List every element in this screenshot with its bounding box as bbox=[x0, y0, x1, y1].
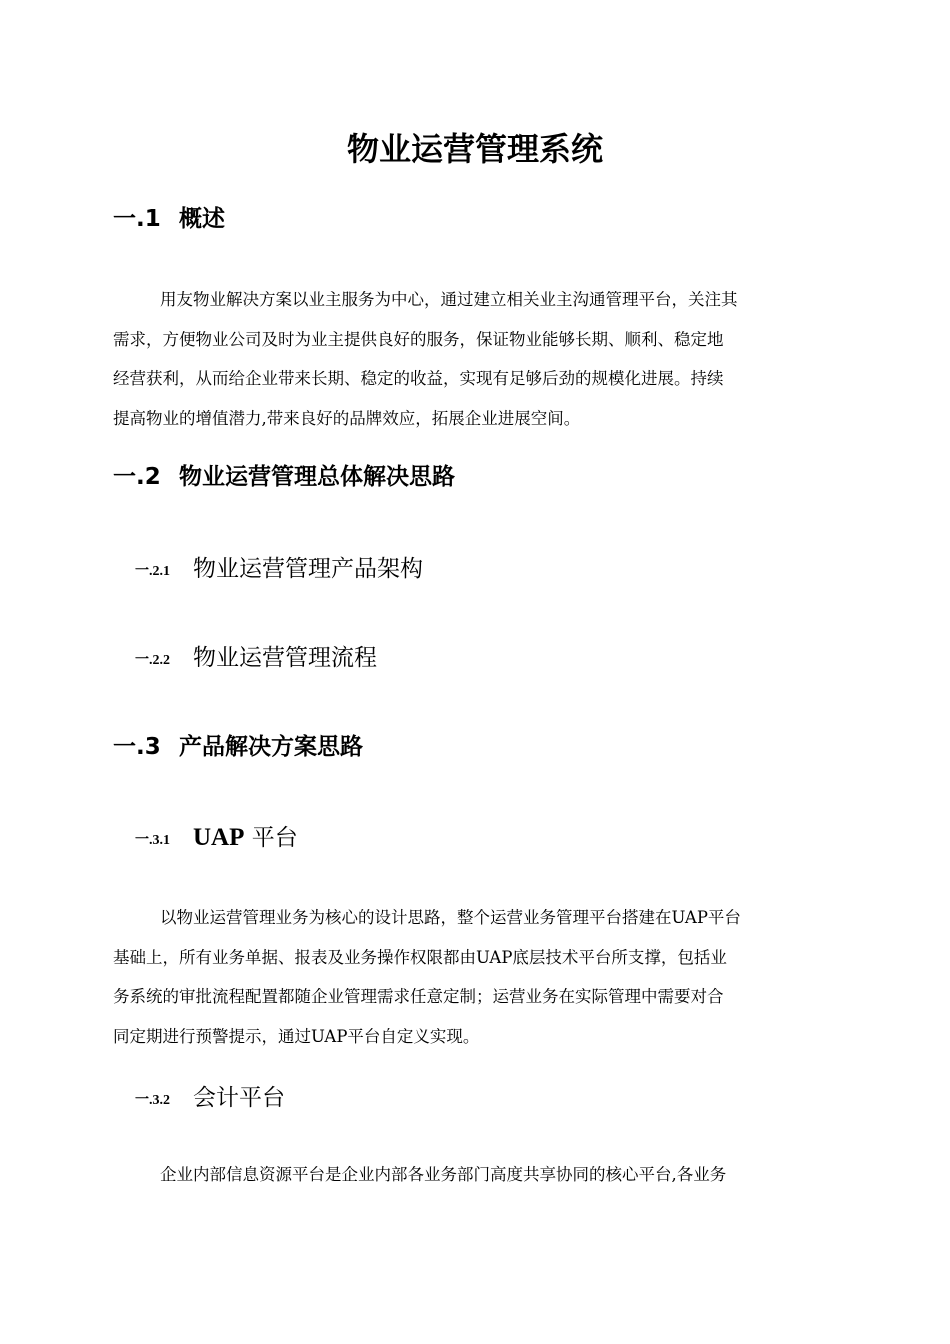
subheading-text: 物业运营管理流程 bbox=[193, 645, 377, 671]
heading-overview bbox=[113, 203, 225, 235]
paragraph-line: 需求，方便物业公司及时为业主提供良好的服务，保证物业能够长期、顺利、稳定地 bbox=[113, 329, 724, 349]
paragraph-line: 经营获利，从而给企业带来长期、稳定的收益，实现有足够后劲的规模化进展。持续 bbox=[113, 369, 724, 388]
subheading-text-latin: UAP bbox=[193, 824, 245, 851]
heading-number: 一.3 bbox=[113, 734, 161, 760]
subheading-number: 一.3.1 bbox=[135, 833, 170, 848]
subheading-uap-platform bbox=[135, 822, 298, 857]
subheading-product-architecture bbox=[135, 553, 423, 588]
heading-text: 物业运营管理总体解决思路 bbox=[179, 464, 455, 490]
paragraph-line: 用友物业解决方案以业主服务为中心，通过建立相关业主沟通管理平台，关注其 bbox=[160, 290, 738, 309]
subheading-number: 一.2.1 bbox=[135, 564, 170, 579]
subheading-number: 一.2.2 bbox=[135, 653, 170, 668]
paragraph-line: 企业内部信息资源平台是企业内部各业务部门高度共享协同的核心平台,各业务 bbox=[160, 1165, 727, 1184]
heading-number: 一.2 bbox=[113, 464, 161, 490]
heading-number: 一.1 bbox=[113, 206, 161, 232]
heading-text: 概述 bbox=[179, 206, 225, 232]
subheading-process bbox=[135, 642, 377, 677]
paragraph-accounting-platform bbox=[113, 1155, 833, 1195]
heading-text: 产品解决方案思路 bbox=[179, 734, 363, 760]
paragraph-line: 以物业运营管理业务为核心的设计思路，整个运营业务管理平台搭建在UAP平台 bbox=[160, 908, 741, 927]
subheading-text: 物业运营管理产品架构 bbox=[193, 556, 423, 582]
heading-overall-approach bbox=[113, 461, 455, 493]
paragraph-overview bbox=[113, 280, 833, 438]
subheading-accounting-platform bbox=[135, 1082, 285, 1117]
heading-solution-approach bbox=[113, 731, 363, 763]
paragraph-line: 基础上，所有业务单据、报表及业务操作权限都由UAP底层技术平台所支撑，包括业 bbox=[113, 947, 727, 967]
subheading-text: 会计平台 bbox=[193, 1085, 285, 1111]
subheading-text: 平台 bbox=[251, 825, 298, 851]
document-title: 物业运营管理系统 bbox=[346, 130, 603, 168]
paragraph-line: 提高物业的增值潜力,带来良好的品牌效应，拓展企业进展空间。 bbox=[113, 408, 581, 428]
paragraph-line: 同定期进行预警提示，通过UAP平台自定义实现。 bbox=[113, 1026, 480, 1046]
paragraph-line: 务系统的审批流程配置都随企业管理需求任意定制；运营业务在实际管理中需要对合 bbox=[113, 987, 724, 1006]
paragraph-uap-platform bbox=[113, 898, 833, 1056]
subheading-number: 一.3.2 bbox=[135, 1093, 170, 1108]
